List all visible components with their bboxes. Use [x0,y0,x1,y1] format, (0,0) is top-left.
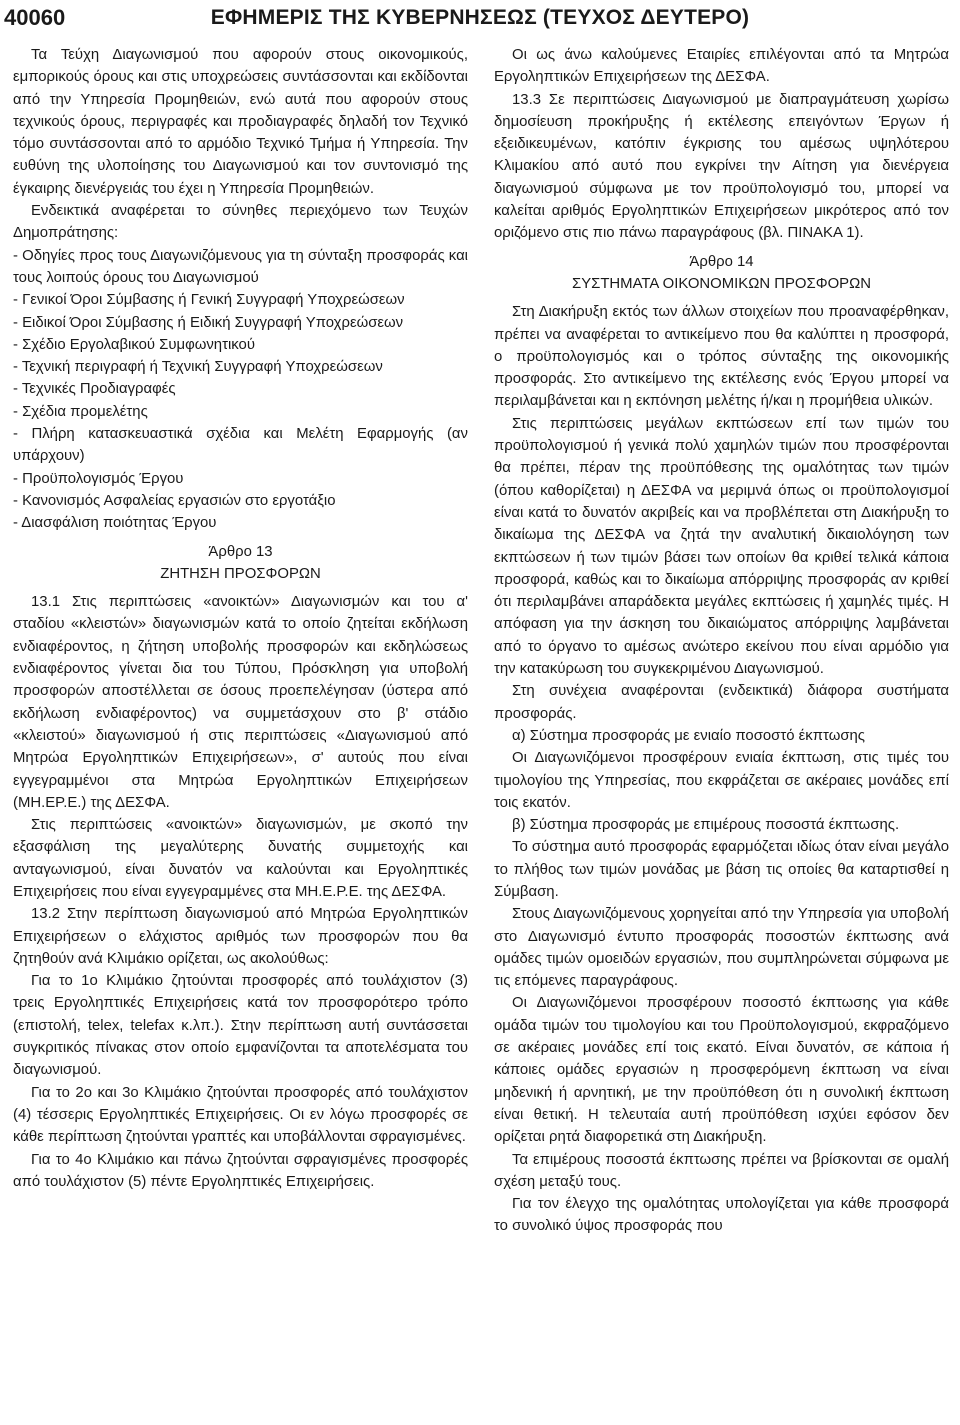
article-13-title: Άρθρο 13 [208,543,273,560]
list-item: - Κανονισμός Ασφαλείας εργασιών στο εργοτάξιο [13,492,336,509]
list-item: - Πλήρη κατασκευαστικά σχέδια και Μελέτη Εφαρμογής (αν υπάρχουν) [13,426,468,465]
list-item: - Διασφάλιση ποιότητας Έργου [13,515,217,532]
paragraph: 13.2 Στην περίπτωση διαγωνισμού από Μητρώα Εργοληπτικών Επιχειρήσεων ο ελάχιστος αριθμός των προσφορών που θα ζητηθούν ανά Κλιμάκιο ορίζεται, ως ακολούθως: [13,906,468,967]
left-column [13,44,468,1193]
right-column [494,44,949,1238]
paragraph: Τα επιμέρους ποσοστά έκπτωσης πρέπει να βρίσκονται σε ομαλή σχέση μεταξύ τους. [494,1151,949,1190]
paragraph: Οι ως άνω καλούμενες Εταιρίες επιλέγονται από τα Μητρώα Εργοληπτικών Επιχειρήσεων της ΔΕΣΦΑ. [494,47,949,86]
paragraph: Για το 2ο και 3ο Κλιμάκιο ζητούνται προσφορές από τουλάχιστον (4) τέσσερις Εργοληπτικές Επιχειρήσεις. Οι εν λόγω προσφορές σε κάθε περίπτωση ζητούνται γραπτές και υποβάλλονται σφραγισμένες. [13,1084,468,1146]
list-item: - Τεχνική περιγραφή ή Τεχνική Συγγραφή Υποχρεώσεων [13,359,383,376]
paragraph: Στις περιπτώσεις μεγάλων εκπτώσεων επί των τιμών του προϋπολογισμού ή γενικά πολύ χαμηλών τιμών που προσφέρονται θα πρέπει, πέραν της προϋπόθεσης της ομαλότητας των τιμών (όπου καθορίζεται) η ΔΕΣΦΑ να μεριμνά όπως οι προϋπολογισμοί είναι κατά το δυνατόν ακριβείς και να προβλέπεται στη Διακήρυξη το δικαίωμα της ΔΕΣΦΑ να ζητά την αναλυτική δικαιολόγηση των εκπτώσεων ή των τιμών βάσει των οποίων θα κριθεί τελικά κάποια προσφορά, καθώς και το δικαίωμα απόρριψης προσφοράς αν κριθεί ότι περιλαμβάνει απαράδεκτα μεγάλες εκπτώσεις ή χαμηλές τιμές. Η απόφαση για την άσκηση του δικαιώματος απόρριψης λαμβάνεται από το όργανο το αμέσως ανώτερο εκείνου που είναι αρμόδιο για την κατακύρωση του συγκεκριμένου Διαγωνισμού. [494,415,949,678]
page-number: 40060 [4,5,66,30]
paragraph: Στη συνέχεια αναφέρονται (ενδεικτικά) διάφορα συστήματα προσφοράς. [494,683,949,722]
article-14-subtitle: ΣΥΣΤΗΜΑΤΑ ΟΙΚΟΝΟΜΙΚΩΝ ΠΡΟΣΦΟΡΩΝ [571,275,872,292]
list-item: - Γενικοί Όροι Σύμβασης ή Γενική Συγγραφή Υποχρεώσεων [13,292,405,309]
paragraph: Στους Διαγωνιζόμενους χορηγείται από την Υπηρεσία για υποβολή στο Διαγωνισμό έντυπο προσφοράς ποσοστών έκπτωσης ανά ομάδες τιμών ομοειδών εργασιών, που συμπληρώνεται σύμφωνα με τις επόμενες παραγράφους. [494,906,949,990]
page-header [0,0,960,36]
paragraph: Στη Διακήρυξη εκτός των άλλων στοιχείων που προαναφέρθηκαν, πρέπει να αναφέρεται το αντικείμενο που θα καλύπτει η προσφορά, ο προϋπολογισμός και ο τρόπος σύνταξης της οικονομικής προσφοράς. Στο αντικείμενο της εκτέλεσης ενός Έργου μπορεί να περιλαμβάνεται και η εκπόνηση μελέτης ή/και η προμήθεια υλικών. [494,304,949,410]
list-item: - Τεχνικές Προδιαγραφές [13,381,176,398]
paragraph: Τα Τεύχη Διαγωνισμού που αφορούν στους οικονομικούς, εμπορικούς όρους και στις υποχρεώσεις συντάσσονται και εκδίδονται από την Υπηρεσία Προμηθειών, ενώ αυτά που αφορούν στους τεχνικούς όρους, περιγραφές και προδιαγραφές δηλαδή τον Τεχνικό τόμο συντάσσονται από το αρμόδιο Τεχνικό Τμήμα ή Υπηρεσία. Την ευθύνη της υλοποίησης του Διαγωνισμού και τον συντονισμό της έγκαιρης διενέργειάς του έχει η Υπηρεσία Προμηθειών. [13,47,468,197]
article-14-title: Άρθρο 14 [689,253,754,270]
paragraph: 13.3 Σε περιπτώσεις Διαγωνισμού με διαπραγμάτευση χωρίσω δημοσίευση προκήρυξης ή εκτέλεσης επειγόντων Έργων ή εξειδικευμένων, κατόπιν έγκρισης του αμέσως υψηλότερου Κλιμακίου από αυτό που εγκρίνει την Αίτηση για διενέργεια διαγωνισμού σύμφωνα με τον προϋπολογισμό του, μπορεί να καλείται αριθμός Εργοληπτικών Επιχειρήσεων μικρότερος από τον οριζόμενο στις πιο πάνω παραγράφους (βλ. ΠΙΝΑΚΑ 1). [494,91,949,242]
paragraph: α) Σύστημα προσφοράς με ενιαίο ποσοστό έκπτωσης [512,727,865,744]
article-13-subtitle: ΖΗΤΗΣΗ ΠΡΟΣΦΟΡΩΝ [160,565,321,582]
paragraph: Ενδεικτικά αναφέρεται το σύνηθες περιεχόμενο των Τευχών Δημοπράτησης: [13,203,468,242]
list-item: - Ειδικοί Όροι Σύμβασης ή Ειδική Συγγραφή Υποχρεώσεων [13,314,404,331]
paragraph: 13.1 Στις περιπτώσεις «ανοικτών» Διαγωνισμών και του α' σταδίου «κλειστών» διαγωνισμών κατά το οποίο ζητείται εκδήλωση ενδιαφέροντος, η ζήτηση υποβολής προσφορών και εκδηλώσεως ενδιαφέροντος γίνεται δια του Τύπου, Πρόσκληση για υποβολή προσφορών αποστέλλεται σε όσους προεπελέγησαν (ύστερα από εκδήλωση ενδιαφέροντος) να συμμετάσχουν στο β' στάδιο «κλειστού» διαγωνισμού ή στις περιπτώσεις «Διαγωνισμού από Μητρώα Εργοληπτικών Επιχειρήσεων», σ' αυτούς που είναι εγγεγραμμένοι στα Μητρώα Εργοληπτικών Επιχειρήσεων (ΜΗ.ΕΡ.Ε.) της ΔΕΣΦΑ. [13,594,468,811]
list-item: - Προϋπολογισμός Έργου [13,470,184,487]
gazette-title: ΕΦΗΜΕΡΙΣ ΤΗΣ ΚΥΒΕΡΝΗΣΕΩΣ (ΤΕΥΧΟΣ ΔΕΥΤΕΡΟ) [210,6,750,29]
paragraph: Οι Διαγωνιζόμενοι προσφέρουν ποσοστό έκπτωσης για κάθε ομάδα τιμών του τιμολογίου και του Προϋπολογισμού, εκφραζόμενο σε ακέραιες μονάδες επί τοις εκατό. Είναι δυνατόν, σε κάποια ή κάποιες ομάδες εργασιών η προσφερόμενη έκπτωση να είναι μηδενική ή αρνητική, με την προϋπόθεση ότι η συνολική έκπτωση είναι θετική. Η τελευταία αυτή προϋπόθεση ισχύει εφόσον δεν ορίζεται ρητά διαφορετικά στη Διακήρυξη. [494,995,949,1146]
paragraph: Για τον έλεγχο της ομαλότητας υπολογίζεται για κάθε προσφορά το συνολικό ύψος προσφοράς που [494,1196,949,1235]
paragraph: Στις περιπτώσεις «ανοικτών» διαγωνισμών, με σκοπό την εξασφάλιση της μεγαλύτερης δυνατής συμμετοχής και ανταγωνισμού, είναι δυνατόν να καλούνται και Εργοληπτικές Επιχειρήσεις που είναι εγγεγραμμένες στα ΜΗ.Ε.Ρ.Ε. της ΔΕΣΦΑ. [13,817,468,900]
list-item: - Σχέδιο Εργολαβικού Συμφωνητικού [13,336,255,353]
list-item: - Σχέδια προμελέτης [13,403,148,420]
paragraph: Για το 4ο Κλιμάκιο και πάνω ζητούνται σφραγισμένες προσφορές από τουλάχιστον (5) πέντε Εργοληπτικές Επιχειρήσεις. [13,1151,468,1190]
paragraph: Οι Διαγωνιζόμενοι προσφέρουν ενιαία έκπτωση, στις τιμές του τιμολογίου της Υπηρεσίας, που εκφράζεται σε ακέραιες μονάδες επί τοις εκατόν. [494,750,949,811]
paragraph: β) Σύστημα προσφοράς με επιμέρους ποσοστά έκπτωσης. [512,817,900,834]
paragraph: Για το 1ο Κλιμάκιο ζητούνται προσφορές από τουλάχιστον (3) τρεις Εργοληπτικές Επιχειρήσεις κατά τον προσφορότερο τρόπο (επιστολή, telex, telefax κ.λπ.). Στην περίπτωση αυτή συντάσσεται συγκριτικός πίνακας στον οποίο εμφανίζονται τα αποτελέσματα του διαγωνισμού. [13,973,468,1079]
list-item: - Οδηγίες προς τους Διαγωνιζόμενους για τη σύνταξη προσφοράς και τους λοιπούς όρους του Διαγωνισμού [13,247,468,286]
paragraph: Το σύστημα αυτό προσφοράς εφαρμόζεται ιδίως όταν είναι μεγάλο το πλήθος των τιμών μονάδας με βάση τις οποίες θα καταρτισθεί η Σύμβαση. [494,839,949,900]
